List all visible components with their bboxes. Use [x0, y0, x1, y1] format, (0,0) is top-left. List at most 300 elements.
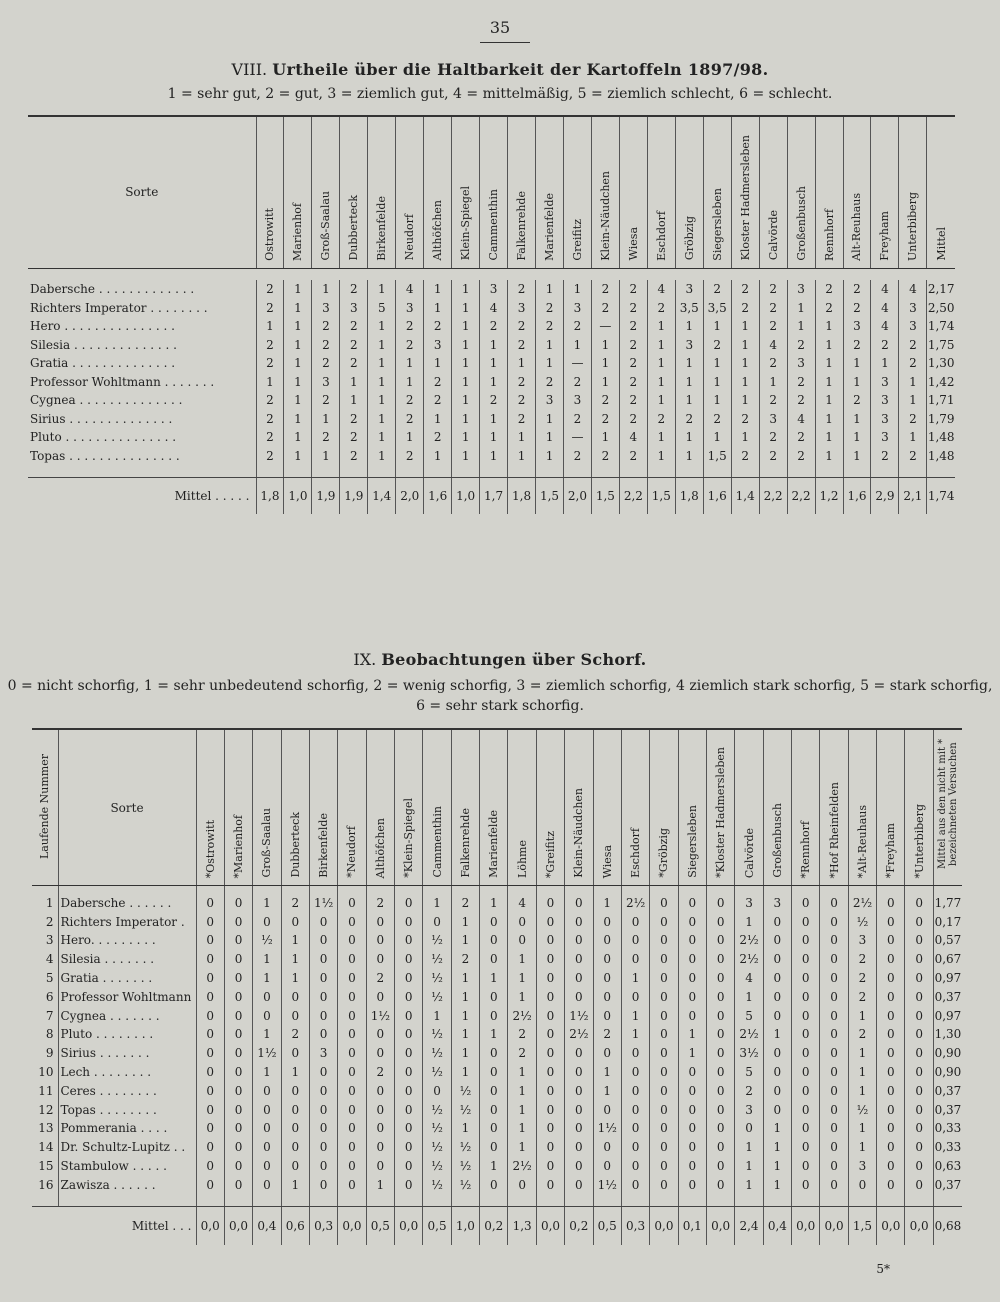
table9-cell: 1	[735, 987, 763, 1006]
table8-row-name: Richters Imperator . . . . . . . .	[30, 300, 208, 315]
table9-cell: 2	[366, 894, 394, 913]
table9-cell: 0	[820, 1138, 848, 1157]
table9-gap-cell	[309, 1194, 337, 1207]
table9-cell: 0	[621, 1119, 649, 1138]
table9-cell: 0	[593, 912, 621, 931]
table8-cell: 2	[787, 428, 815, 447]
table8-cell: 1	[899, 373, 927, 392]
table9-cell: 0	[905, 931, 933, 950]
table8-cell: 2	[312, 428, 340, 447]
table8-gap-cell	[480, 465, 508, 478]
table9-col-header	[309, 729, 337, 886]
table8-cell: 2	[480, 317, 508, 336]
table9-col-header	[877, 729, 905, 886]
table9-cell: 0,57	[933, 931, 962, 950]
table9-cell: 0,90	[933, 1063, 962, 1082]
table9-cell: 0	[877, 931, 905, 950]
table9-cell: 0	[593, 1100, 621, 1119]
table8-cell: 1	[675, 354, 703, 373]
table8-cell: 2	[703, 280, 731, 299]
table8-cell: 1	[815, 447, 843, 466]
table9-mean-cell: 0,5	[366, 1207, 394, 1245]
table9-cell: 0	[253, 1157, 281, 1176]
table9-cell: 0	[536, 1044, 564, 1063]
table8-gap-cell	[452, 465, 480, 478]
table8-gap-cell	[703, 465, 731, 478]
table9-cell: ½	[423, 1063, 451, 1082]
table9-cell: 0	[565, 987, 593, 1006]
table9-cell: 0	[678, 1100, 706, 1119]
table9-cell: 0	[706, 1063, 734, 1082]
table9-cell: 0	[650, 1006, 678, 1025]
table9-cell: 1	[763, 1157, 791, 1176]
table9-cell: 1½	[565, 1006, 593, 1025]
table9-col-header	[621, 729, 649, 886]
table9-cell: ½	[423, 987, 451, 1006]
table8-cell: 2	[759, 299, 787, 318]
table9-col-header-label: Althöfchen	[373, 817, 387, 878]
table9-col-header-label: Birkenfelde	[317, 813, 331, 878]
table8-cell: 3	[424, 336, 452, 355]
table8-cell: 4	[396, 280, 424, 299]
table8-mean-cell: 2,1	[899, 478, 927, 514]
table8-col-header-label: Klein-Spiegel	[459, 186, 473, 261]
table9-cell: 1	[848, 1119, 876, 1138]
table9-row	[32, 1157, 962, 1176]
table9-cell: 0	[820, 1081, 848, 1100]
table8-row	[28, 317, 955, 336]
table9-cell: 0	[338, 1175, 366, 1194]
table9-row-number: 16	[32, 1175, 58, 1194]
table9-cell: 1½	[593, 1175, 621, 1194]
table9-cell: 0	[792, 1081, 820, 1100]
table9-cell: 1	[848, 1138, 876, 1157]
table9-cell: 1	[451, 931, 479, 950]
table9-cell: 0	[196, 1119, 224, 1138]
table8-col-header-label: Calvörde	[766, 210, 780, 261]
table9-cell: 0	[366, 1081, 394, 1100]
table9-mean-cell: 0,0	[706, 1207, 734, 1245]
table9-cell: 4	[735, 969, 763, 988]
table8-cell: 2	[703, 336, 731, 355]
table9-cell: 2½	[508, 1157, 536, 1176]
table9-cell: 0	[877, 1006, 905, 1025]
table9-cell: 5	[735, 1006, 763, 1025]
table8-legend: 1 = sehr gut, 2 = gut, 3 = ziemlich gut, 4 = mittelmäßig, 5 = ziemlich schlecht, 6 = schlecht.	[167, 86, 833, 102]
table8-cell: 1	[368, 280, 396, 299]
table8-cell: 1	[536, 336, 564, 355]
table8-cell: 1	[284, 391, 312, 410]
table8-cell: 2	[536, 373, 564, 392]
page-number: 35	[489, 18, 511, 37]
table8-cell: 1	[536, 428, 564, 447]
table8-cell: 2	[787, 447, 815, 466]
table8-cell: 3	[787, 354, 815, 373]
table9-cell: 0	[678, 912, 706, 931]
table9-cell: 3	[735, 1100, 763, 1119]
table9-cell: 0	[281, 1100, 309, 1119]
table9-row-number: 4	[32, 950, 58, 969]
table9-cell: 0	[338, 894, 366, 913]
table9-row	[32, 969, 962, 988]
table9-row-number: 5	[32, 969, 58, 988]
table8-cell: 1	[815, 354, 843, 373]
table9-cell: 1	[593, 1063, 621, 1082]
table8-sorte-header-label: Sorte	[125, 185, 159, 200]
table9-cell: 2	[848, 950, 876, 969]
table9-cell: 0	[792, 950, 820, 969]
table9-cell: 0	[706, 912, 734, 931]
table9-cell: 0	[877, 969, 905, 988]
table9-cell: 0	[905, 950, 933, 969]
table9-cell: ½	[423, 950, 451, 969]
table9-cell: 0	[480, 1100, 508, 1119]
table8-col-header	[256, 116, 284, 268]
table9-cell: ½	[253, 931, 281, 950]
table9-cell: 0	[224, 950, 252, 969]
table9-cell: 0	[678, 1063, 706, 1082]
table9-col-header-label: *Gröbzig	[657, 828, 671, 878]
table9-cell: 0	[338, 987, 366, 1006]
table8-mean-cell: 1,6	[703, 478, 731, 514]
table9-cell: 1	[763, 1025, 791, 1044]
table9-cell: 0	[309, 987, 337, 1006]
table8-cell: 2	[703, 410, 731, 429]
table8-gap-cell	[563, 465, 591, 478]
table8-cell: 1	[675, 428, 703, 447]
table9-cell: 0	[565, 1157, 593, 1176]
table9-cell: 0	[338, 969, 366, 988]
table8-cell: 1	[675, 373, 703, 392]
table8-cell: 2	[591, 391, 619, 410]
table8-cell: 2	[619, 391, 647, 410]
table8-cell: 1	[284, 428, 312, 447]
table8-col-header-label: Unterbiberg	[906, 191, 920, 261]
table8-cell: 2	[256, 336, 284, 355]
table9-cell: 0	[480, 950, 508, 969]
table9-col-header	[338, 729, 366, 886]
table9-cell: 1	[508, 1119, 536, 1138]
table8-mean-cell: 2,0	[563, 478, 591, 514]
table8-cell: 1	[675, 447, 703, 466]
table9-gap-cell	[536, 1194, 564, 1207]
table9-col-header-label: Cammenthin	[430, 806, 444, 878]
table9-cell: 0	[423, 912, 451, 931]
table9-cell: 0	[905, 1044, 933, 1063]
table9-cell: 0	[395, 1175, 423, 1194]
table9-gap-cell	[933, 1194, 962, 1207]
table8-gap-cell	[731, 465, 759, 478]
table8-cell: 1	[591, 336, 619, 355]
table9-cell: ½	[423, 1025, 451, 1044]
table9-cell: 0	[338, 1138, 366, 1157]
table8-row-name: Hero . . . . . . . . . . . . . . .	[30, 319, 175, 334]
table9-mean-cell: 0,2	[565, 1207, 593, 1245]
table8-cell: —	[591, 317, 619, 336]
table8-mean-cell: 1,5	[647, 478, 675, 514]
table8-cell: 2	[396, 391, 424, 410]
table8-cell: 2	[731, 410, 759, 429]
table9-mean-cell: 0,3	[621, 1207, 649, 1245]
table9-num-header	[32, 729, 58, 886]
table9-cell: 0	[792, 1044, 820, 1063]
table9-cell: 0	[395, 1100, 423, 1119]
table8-sorte-header	[28, 116, 256, 268]
table9-cell: ½	[451, 1081, 479, 1100]
table8-cell: 1,74	[927, 317, 955, 336]
table9-mean-cell: 0,0	[338, 1207, 366, 1245]
table8-cell: 1	[508, 428, 536, 447]
table9-cell: 1	[451, 1119, 479, 1138]
table8-cell: 1	[424, 354, 452, 373]
table8-mean-cell: 2,2	[619, 478, 647, 514]
table8-cell: 3	[871, 391, 899, 410]
table9-cell: 0	[820, 931, 848, 950]
table9-cell: 0	[366, 912, 394, 931]
table9-row-name: Zawisza . . . . . .	[60, 1177, 156, 1192]
table9-cell: 0,97	[933, 1006, 962, 1025]
table9-col-header	[536, 729, 564, 886]
table9-row-number: 10	[32, 1063, 58, 1082]
table8-cell: 2	[591, 299, 619, 318]
table8-cell: 2	[899, 336, 927, 355]
table9-spacer-cell	[480, 886, 508, 894]
table9-cell: 0	[650, 1063, 678, 1082]
table8-cell: 2	[647, 410, 675, 429]
table9-cell: 0	[309, 969, 337, 988]
table9-row	[32, 1006, 962, 1025]
table8-cell: 1	[256, 373, 284, 392]
table9-cell: 0	[338, 1119, 366, 1138]
table8-mean-cell: 2,9	[871, 478, 899, 514]
table8-cell: 1	[731, 391, 759, 410]
table9-cell: 0	[395, 1081, 423, 1100]
table9-cell: 0	[905, 1025, 933, 1044]
table8-cell: 1	[340, 373, 368, 392]
table9-cell: 2	[848, 987, 876, 1006]
table9-cell: 1	[763, 1119, 791, 1138]
table9-cell: 2½	[508, 1006, 536, 1025]
table9-cell: ½	[423, 1138, 451, 1157]
table9-col-header-label: *Freyham	[884, 822, 898, 878]
table9-cell: 0	[395, 931, 423, 950]
table9-row	[32, 1100, 962, 1119]
table8-row-name: Professor Wohltmann . . . . . . .	[30, 374, 215, 389]
table9-col-header	[905, 729, 933, 886]
table9-cell: 2	[508, 1044, 536, 1063]
table8-gap-row	[28, 465, 955, 478]
table8-row	[28, 299, 955, 318]
table9-cell: 0	[480, 931, 508, 950]
table9-cell: 1½	[309, 894, 337, 913]
table8-cell: 3	[759, 410, 787, 429]
table9-row	[32, 1081, 962, 1100]
table9-cell: 1	[451, 987, 479, 1006]
table9-mean-row	[32, 1207, 962, 1245]
table8-cell: 2	[591, 280, 619, 299]
table8-cell: 2	[899, 410, 927, 429]
table9-cell: 4	[508, 894, 536, 913]
table9-cell: 1	[593, 894, 621, 913]
table8-gap-cell	[424, 465, 452, 478]
table8-col-header-label: Falkenrehde	[515, 190, 529, 261]
table9-spacer-cell	[451, 886, 479, 894]
table9-gap-cell	[338, 1194, 366, 1207]
table9-cell: 0	[395, 894, 423, 913]
table9-cell: 1	[253, 1025, 281, 1044]
table8-cell: 3	[396, 299, 424, 318]
table9-cell: 0	[678, 1006, 706, 1025]
table9-cell: 0	[820, 1119, 848, 1138]
table8-col-header	[815, 116, 843, 268]
table9-cell: 0	[338, 912, 366, 931]
table9-cell: 0	[820, 1044, 848, 1063]
table8-mean-cell: 1,6	[424, 478, 452, 514]
table9-col-header	[792, 729, 820, 886]
table8-cell: 1	[452, 317, 480, 336]
table8-col-header-label: Cammenthin	[487, 188, 501, 261]
table8-gap-cell	[843, 465, 871, 478]
table8-cell: 1	[731, 373, 759, 392]
table8-col-header	[899, 116, 927, 268]
table9-cell: 0	[877, 1175, 905, 1194]
table9-cell: 0	[536, 1138, 564, 1157]
table8-col-header	[536, 116, 564, 268]
table8-gap-cell	[675, 465, 703, 478]
table9-mean-cell: 0,0	[536, 1207, 564, 1245]
table9-row-number: 12	[32, 1100, 58, 1119]
table9-cell: 0	[877, 950, 905, 969]
table9-spacer-cell	[706, 886, 734, 894]
table9-cell: 0	[593, 1157, 621, 1176]
table8-col-header	[619, 116, 647, 268]
table9-sorte-header-label: Sorte	[110, 800, 144, 815]
table8-cell: 2	[619, 280, 647, 299]
table8-cell: 1	[284, 410, 312, 429]
table9-cell: 1	[281, 931, 309, 950]
table8-cell: 1	[284, 299, 312, 318]
table9-cell: 1	[621, 1025, 649, 1044]
table9-cell: 0	[621, 1081, 649, 1100]
table8-cell: 1	[647, 391, 675, 410]
table9-cell: 0	[338, 1081, 366, 1100]
table9-row-name: Professor Wohltmann	[60, 989, 192, 1004]
table9-gap-cell	[650, 1194, 678, 1207]
table8-cell: 1	[480, 354, 508, 373]
table8-cell: 2	[312, 336, 340, 355]
table9-cell: 0	[480, 912, 508, 931]
table8-cell: 2	[340, 354, 368, 373]
table8-col-header	[508, 116, 536, 268]
table8-cell: 1	[759, 373, 787, 392]
table8-cell: 1,48	[927, 428, 955, 447]
table8-col-header-label: Groß-Saalau	[319, 190, 333, 261]
table9-col-header-label: *Alt-Reuhaus	[855, 804, 869, 878]
table8-cell: 1,71	[927, 391, 955, 410]
table8-cell: 3	[843, 317, 871, 336]
table9-cell: 0	[877, 1138, 905, 1157]
table8-cell: 1	[340, 391, 368, 410]
table8-cell: 2	[675, 410, 703, 429]
table9-cell: 0	[877, 912, 905, 931]
table9-cell: 0	[848, 1175, 876, 1194]
table8-cell: 4	[647, 280, 675, 299]
table9-row-number: 3	[32, 931, 58, 950]
table9-cell: 0	[565, 1175, 593, 1194]
table9-cell: 0	[706, 894, 734, 913]
table8-cell: 2	[759, 447, 787, 466]
table8-cell: 1	[480, 336, 508, 355]
table8-cell: 2	[619, 317, 647, 336]
table8-cell: 1	[452, 299, 480, 318]
table9-cell: 0	[224, 969, 252, 988]
table9-col-header-label: *Ostrowitt	[203, 819, 217, 878]
table8-mean-cell: 2,0	[396, 478, 424, 514]
table9-cell: 1	[508, 1138, 536, 1157]
table9-cell: 1	[281, 1175, 309, 1194]
table9-col-header-label: Mittel aus den nicht mit * bezeichneten Versuchen	[936, 738, 959, 870]
table9-cell: 0	[338, 1025, 366, 1044]
table8-cell: 1	[899, 428, 927, 447]
table9-cell: 2½	[565, 1025, 593, 1044]
table8-cell: 1	[508, 354, 536, 373]
table9-row	[32, 1175, 962, 1194]
table8-cell: 1	[843, 373, 871, 392]
table9-cell: 0	[792, 1100, 820, 1119]
table9-cell: 0	[678, 987, 706, 1006]
table8-cell: 2	[396, 317, 424, 336]
table8-cell: 3	[675, 336, 703, 355]
table9-mean-cell: 0,0	[395, 1207, 423, 1245]
table8-row-name: Cygnea . . . . . . . . . . . . . .	[30, 393, 183, 408]
table8-cell: 2	[256, 280, 284, 299]
table9-gap-cell	[565, 1194, 593, 1207]
table8-mean-cell: 1,0	[284, 478, 312, 514]
table9-cell: 0	[792, 1006, 820, 1025]
table8-cell: 1	[452, 447, 480, 466]
table9-cell: 1	[281, 950, 309, 969]
table8-cell: 1	[284, 336, 312, 355]
table9-spacer-cell	[820, 886, 848, 894]
table8-title-number: VIII.	[231, 60, 268, 79]
table8-cell: 1	[703, 354, 731, 373]
table9-cell: 0	[366, 1044, 394, 1063]
table9-cell: 0	[536, 1025, 564, 1044]
table9-col-header-label: Klein-Näudchen	[572, 788, 586, 878]
table8-cell: 2	[256, 299, 284, 318]
table8-col-header	[563, 116, 591, 268]
table8-cell: 1,79	[927, 410, 955, 429]
table9-cell: 0	[650, 1025, 678, 1044]
table9-cell: 0	[253, 1138, 281, 1157]
table8-cell: 2	[759, 428, 787, 447]
table8-gap-cell	[508, 465, 536, 478]
table9-cell: 1,30	[933, 1025, 962, 1044]
table8-cell: 3	[899, 299, 927, 318]
table8-cell: 1	[368, 410, 396, 429]
table9-col-header-label: *Klein-Spiegel	[402, 798, 416, 878]
table8-mean-cell: 1,2	[815, 478, 843, 514]
table9-cell: 0	[565, 1063, 593, 1082]
table8-cell: 2	[396, 336, 424, 355]
table9-cell: 0	[253, 1006, 281, 1025]
table8-cell: 1	[452, 280, 480, 299]
table9-cell: 0	[224, 1081, 252, 1100]
table9-cell: 0	[338, 950, 366, 969]
table9-col-header	[281, 729, 309, 886]
table9-gap-cell	[281, 1194, 309, 1207]
table9-cell: 0	[621, 987, 649, 1006]
